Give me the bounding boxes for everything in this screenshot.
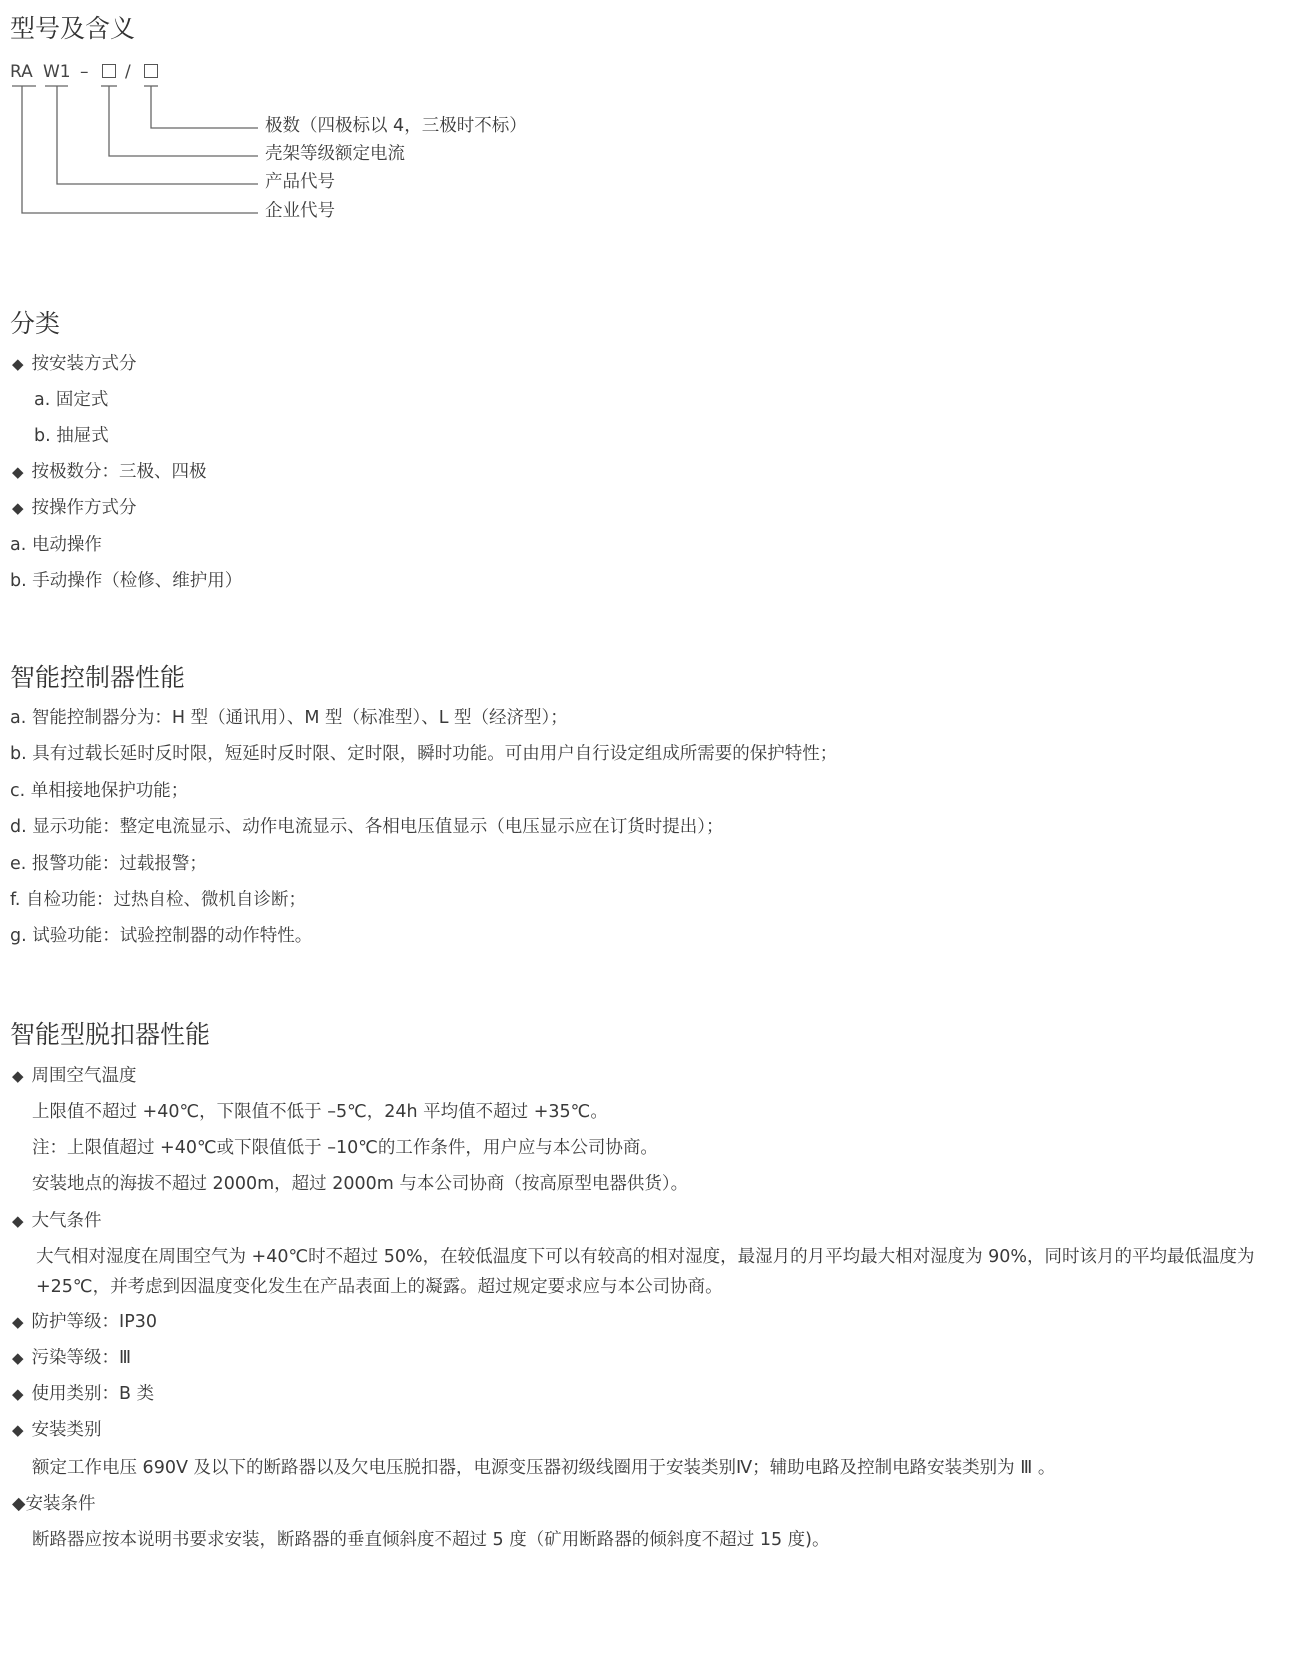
release-altitude: 安装地点的海拔不超过 2000m，超过 2000m 与本公司协商（按高原型电器供货）。 xyxy=(32,1174,689,1194)
class-install-a: a. 固定式 xyxy=(34,390,109,410)
code-ra: RA xyxy=(10,62,33,82)
diamond-bullet-icon: ◆ xyxy=(12,1385,24,1403)
diamond-bullet-icon: ◆ xyxy=(12,1313,24,1331)
controller-item: d. 显示功能：整定电流显示、动作电流显示、各相电压值显示（电压显示应在订货时提出）； xyxy=(10,817,724,837)
release-ambient-line: 上限值不超过 +40℃，下限值不低于 –5℃，24h 平均值不超过 +35℃。 xyxy=(32,1102,608,1122)
controller-item: e. 报警功能：过载报警； xyxy=(10,854,207,874)
class-operation: ◆ 按操作方式分 xyxy=(12,498,137,518)
section-title-release: 智能型脱扣器性能 xyxy=(10,1020,211,1049)
label-frame-current: 壳架等级额定电流 xyxy=(265,144,405,164)
section-title-model: 型号及含义 xyxy=(10,14,136,43)
class-install: ◆ 按安装方式分 xyxy=(12,354,137,374)
diamond-bullet-icon: ◆ xyxy=(12,1421,24,1439)
controller-item: g. 试验功能：试验控制器的动作特性。 xyxy=(10,926,313,946)
diamond-bullet-icon: ◆ xyxy=(12,1067,24,1085)
class-op-a: a. 电动操作 xyxy=(10,535,102,555)
diamond-bullet-icon: ◆ xyxy=(12,463,24,481)
class-op-b: b. 手动操作（检修、维护用） xyxy=(10,571,243,591)
model-bracket-lines xyxy=(0,0,270,230)
release-ambient-note: 注：上限值超过 +40℃或下限值低于 –10℃的工作条件，用户应与本公司协商。 xyxy=(32,1138,658,1158)
controller-item: f. 自检功能：过热自检、微机自诊断； xyxy=(10,890,307,910)
release-ambient: ◆ 周围空气温度 xyxy=(12,1066,137,1086)
controller-item: c. 单相接地保护功能； xyxy=(10,781,189,801)
label-product-code: 产品代号 xyxy=(265,172,335,192)
class-install-b: b. 抽屉式 xyxy=(34,426,109,446)
class-poles: ◆ 按极数分：三极、四极 xyxy=(12,462,207,482)
diamond-bullet-icon: ◆ xyxy=(12,1349,24,1367)
label-company-code: 企业代号 xyxy=(265,201,335,221)
diamond-bullet-icon: ◆ xyxy=(12,355,24,373)
release-install-cond: ◆安装条件 xyxy=(12,1494,96,1514)
release-atmos: ◆ 大气条件 xyxy=(12,1211,102,1231)
diamond-bullet-icon: ◆ xyxy=(12,499,24,517)
code-w1: W1 xyxy=(43,62,71,82)
code-dash: – xyxy=(80,62,89,82)
release-pollution: ◆ 污染等级：Ⅲ xyxy=(12,1348,132,1368)
release-atmos-text: 大气相对湿度在周围空气为 +40℃时不超过 50%，在较低温度下可以有较高的相对湿度，最湿月的月平均最大相对湿度为 90%，同时该月的平均最低温度为 +25℃，并考虑到因温度变化发生在产品表面上的凝露。超过规定要求应与本公司协商。 xyxy=(36,1247,1255,1297)
section-title-classification: 分类 xyxy=(10,309,61,338)
release-protection: ◆ 防护等级：IP30 xyxy=(12,1312,158,1332)
controller-item: b. 具有过载长延时反时限，短延时反时限、定时限，瞬时功能。可由用户自行设定组成所需要的保护特性； xyxy=(10,744,838,764)
release-usage: ◆ 使用类别：B 类 xyxy=(12,1384,155,1404)
release-install-cat: ◆ 安装类别 xyxy=(12,1420,102,1440)
section-title-controller: 智能控制器性能 xyxy=(10,663,186,692)
release-install-cond-text: 断路器应按本说明书要求安装，断路器的垂直倾斜度不超过 5 度（矿用断路器的倾斜度不超过 15 度)。 xyxy=(32,1530,830,1550)
label-poles: 极数（四极标以 4，三极时不标） xyxy=(265,116,527,136)
code-slash: / xyxy=(125,62,131,82)
controller-item: a. 智能控制器分为：H 型（通讯用）、M 型（标准型）、L 型（经济型）； xyxy=(10,708,568,728)
release-install-cat-text: 额定工作电压 690V 及以下的断路器以及欠电压脱扣器，电源变压器初级线圈用于安装类别Ⅳ；辅助电路及控制电路安装类别为 Ⅲ 。 xyxy=(32,1458,1056,1478)
diamond-bullet-icon: ◆ xyxy=(12,1212,24,1230)
